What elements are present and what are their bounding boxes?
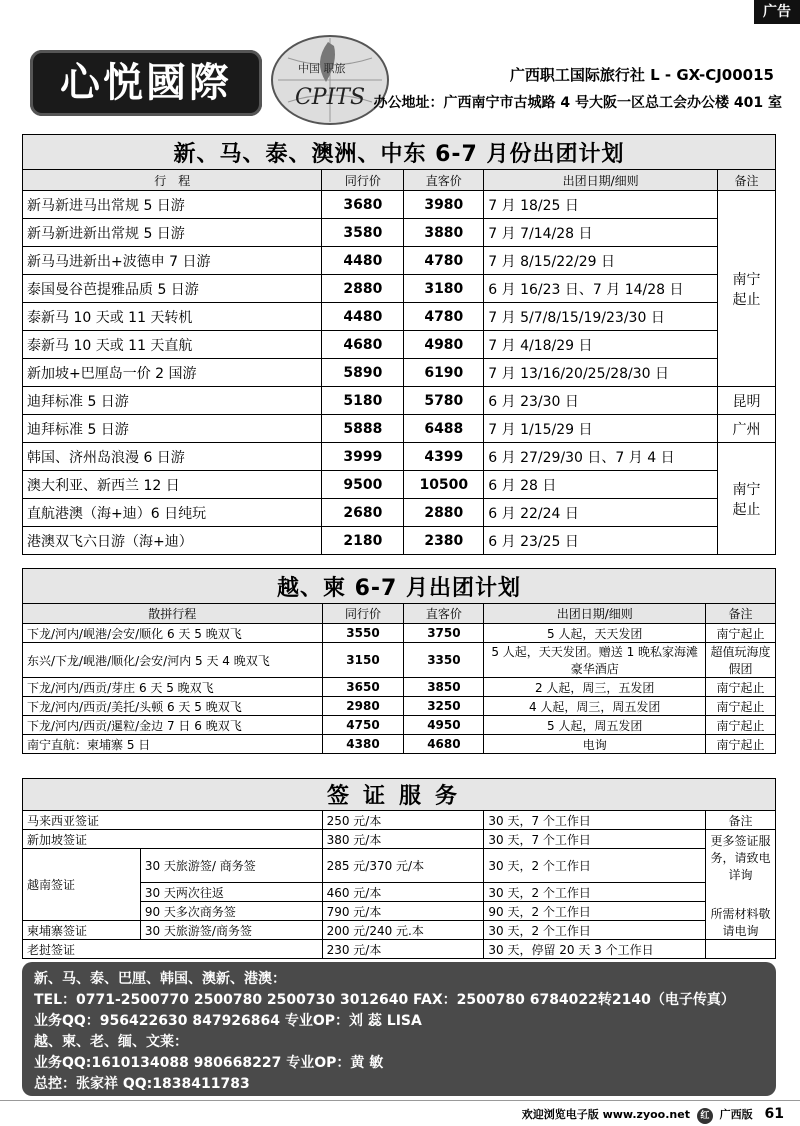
contact-qq-2: 业务QQ:1610134088 980668227 专业OP：黄 敏: [34, 1055, 384, 1071]
tour-route: 迪拜标准 5 日游: [23, 415, 322, 443]
direct-price: 4780: [404, 247, 484, 275]
visa-type: 90 天多次商务签: [140, 902, 322, 921]
tour-route: 澳大利亚、新西兰 12 日: [23, 471, 322, 499]
col-peer-price: 同行价: [322, 170, 404, 191]
peer-price: 4480: [322, 247, 404, 275]
tour-dates: 6 月 23/30 日: [484, 387, 718, 415]
footer-badge-icon: 红: [697, 1108, 713, 1124]
visa-price: 285 元/370 元/本: [322, 849, 484, 883]
peer-price: 5890: [322, 359, 404, 387]
peer-price: 3550: [322, 624, 404, 643]
tour-route: 韩国、济州岛浪漫 6 日游: [23, 443, 322, 471]
section1-title: 新、马、泰、澳洲、中东 6-7 月份出团计划: [23, 135, 776, 170]
col-note: 备注: [718, 170, 776, 191]
peer-price: 5180: [322, 387, 404, 415]
tour-note: 广州: [718, 415, 776, 443]
visa-type: 30 天旅游签/商务签: [140, 921, 322, 940]
vietnam-tour-row: [23, 643, 776, 678]
tour-note: 南宁 起止: [718, 191, 776, 387]
visa-price: 230 元/本: [322, 940, 484, 959]
tour-route: 泰新马 10 天或 11 天转机: [23, 303, 322, 331]
company-name: 广西职工国际旅行社 L - GX-CJ00015: [509, 66, 774, 84]
peer-price: 5888: [322, 415, 404, 443]
tour-dates: 2 人起，周三，五发团: [484, 678, 706, 697]
direct-price: 5780: [404, 387, 484, 415]
svg-text:CPITS: CPITS: [294, 85, 366, 110]
tour-route: 东兴/下龙/岘港/顺化/会安/河内 5 天 4 晚双飞: [23, 643, 323, 678]
direct-price: 3250: [404, 697, 484, 716]
tour-row: [23, 387, 776, 415]
tour-route: 南宁直航：柬埔寨 5 日: [23, 735, 323, 754]
tour-row: [23, 443, 776, 471]
peer-price: 3999: [322, 443, 404, 471]
tour-dates: 5 人起，天天发团: [484, 624, 706, 643]
direct-price: 3750: [404, 624, 484, 643]
page-divider: [0, 1100, 800, 1101]
direct-price: 4950: [404, 716, 484, 735]
visa-row-vietnam: [23, 849, 776, 883]
tour-route: 下龙/河内/西贡/暹粒/金边 7 日 6 晚双飞: [23, 716, 323, 735]
visa-name: 老挝签证: [23, 940, 323, 959]
tour-note: 南宁起止: [706, 716, 776, 735]
vietnam-tour-row: [23, 697, 776, 716]
peer-price: 4680: [322, 331, 404, 359]
tour-note: 南宁起止: [706, 624, 776, 643]
tour-dates: 7 月 5/7/8/15/19/23/30 日: [484, 303, 718, 331]
tour-row: [23, 247, 776, 275]
tour-route: 新马新进新出常规 5 日游: [23, 219, 322, 247]
peer-price: 2180: [322, 527, 404, 555]
tour-route: 新马新进马出常规 5 日游: [23, 191, 322, 219]
visa-type: 30 天两次往返: [140, 883, 322, 902]
tour-row: [23, 471, 776, 499]
vietnam-tour-row: [23, 678, 776, 697]
tour-dates: 6 月 16/23 日、7 月 14/28 日: [484, 275, 718, 303]
tour-table-section2: [22, 568, 776, 754]
visa-term: 30 天，停留 20 天 3 个工作日: [484, 940, 706, 959]
tour-route: 泰国曼谷芭提雅品质 5 日游: [23, 275, 322, 303]
ad-tag: 广告: [754, 0, 800, 24]
page-footer: [522, 1106, 784, 1124]
visa-term: 30 天，7 个工作日: [484, 830, 706, 849]
visa-price: 250 元/本: [322, 811, 484, 830]
tour-row: [23, 499, 776, 527]
tour-route: 下龙/河内/西贡/美托/头顿 6 天 5 晚双飞: [23, 697, 323, 716]
col-route: 散拼行程: [23, 604, 323, 624]
col-dates: 出团日期/细则: [484, 604, 706, 624]
peer-price: 3680: [322, 191, 404, 219]
col-direct-price: 直客价: [404, 604, 484, 624]
tour-route: 港澳双飞六日游（海+迪）: [23, 527, 322, 555]
visa-term: 30 天，2 个工作日: [484, 883, 706, 902]
tour-dates: 7 月 7/14/28 日: [484, 219, 718, 247]
visa-term: 30 天，2 个工作日: [484, 849, 706, 883]
direct-price: 4980: [404, 331, 484, 359]
vietnam-tour-row: [23, 716, 776, 735]
contact-box: [22, 962, 776, 1096]
visa-term: 30 天，7 个工作日: [484, 811, 706, 830]
office-address: 办公地址：广西南宁市古城路 4 号大阪一区总工会办公楼 401 室: [373, 95, 782, 111]
visa-table: [22, 778, 776, 959]
tour-row: [23, 527, 776, 555]
col-dates: 出团日期/细则: [484, 170, 718, 191]
direct-price: 4399: [404, 443, 484, 471]
visa-row-malaysia: [23, 811, 776, 830]
tour-table-section1: [22, 134, 776, 555]
section3-title: 签证服务: [23, 779, 776, 811]
direct-price: 10500: [404, 471, 484, 499]
tour-dates: 7 月 4/18/29 日: [484, 331, 718, 359]
visa-note-more: 更多签证服务，请致电详询: [710, 834, 771, 882]
vietnam-tour-row: [23, 624, 776, 643]
brand-logo: 心悦國際: [30, 50, 262, 116]
tour-dates: 7 月 13/16/20/25/28/30 日: [484, 359, 718, 387]
tour-row: [23, 331, 776, 359]
tour-route: 迪拜标准 5 日游: [23, 387, 322, 415]
header: [0, 30, 800, 130]
visa-row-laos: [23, 940, 776, 959]
tour-row: [23, 219, 776, 247]
tour-route: 泰新马 10 天或 11 天直航: [23, 331, 322, 359]
direct-price: 3880: [404, 219, 484, 247]
col-note: 备注: [706, 604, 776, 624]
peer-price: 4380: [322, 735, 404, 754]
section2-title: 越、柬 6-7 月出团计划: [23, 569, 776, 604]
tour-note: 超值玩海度假团: [706, 643, 776, 678]
visa-note-label: 备注: [706, 811, 776, 830]
contact-manager: 总控：张家祥 QQ:1838411783: [34, 1076, 250, 1092]
peer-price: 4750: [322, 716, 404, 735]
tour-note: 南宁起止: [706, 735, 776, 754]
peer-price: 9500: [322, 471, 404, 499]
col-route: 行 程: [23, 170, 322, 191]
tour-dates: 电询: [484, 735, 706, 754]
peer-price: 3150: [322, 643, 404, 678]
tour-route: 下龙/河内/岘港/会安/顺化 6 天 5 晚双飞: [23, 624, 323, 643]
visa-term: 90 天，2 个工作日: [484, 902, 706, 921]
tour-note: 南宁 起止: [718, 443, 776, 555]
col-direct-price: 直客价: [404, 170, 484, 191]
contact-phone-fax: TEL：0771-2500770 2500780 2500730 3012640 FAX：2500780 6784022转2140（电子传真）: [34, 992, 735, 1008]
visa-price: 200 元/240 元.本: [322, 921, 484, 940]
visa-note-cell: [706, 830, 776, 940]
tour-dates: 5 人起，天天发团。赠送 1 晚私家海滩 豪华酒店: [484, 643, 706, 678]
visa-name: 新加坡签证: [23, 830, 323, 849]
page-number: 61: [764, 1106, 784, 1122]
tour-dates: 7 月 18/25 日: [484, 191, 718, 219]
tour-dates: 7 月 8/15/22/29 日: [484, 247, 718, 275]
tour-dates: 4 人起，周三，周五发团: [484, 697, 706, 716]
contact-region-2: 越、柬、老、缅、文莱：: [34, 1034, 188, 1050]
tour-dates: 6 月 22/24 日: [484, 499, 718, 527]
col-peer-price: 同行价: [322, 604, 404, 624]
tour-note: 南宁起止: [706, 678, 776, 697]
tour-route: 直航港澳（海+迪）6 日纯玩: [23, 499, 322, 527]
visa-price: 790 元/本: [322, 902, 484, 921]
tour-route: 新加坡+巴厘岛一价 2 国游: [23, 359, 322, 387]
footer-brand: 广西版: [719, 1108, 753, 1121]
tour-route: 新马马进新出+波德申 7 日游: [23, 247, 322, 275]
visa-row-singapore: [23, 830, 776, 849]
tour-row: [23, 415, 776, 443]
visa-type: 30 天旅游签/ 商务签: [140, 849, 322, 883]
tour-route: 下龙/河内/西贡/芽庄 6 天 5 晚双飞: [23, 678, 323, 697]
peer-price: 2880: [322, 275, 404, 303]
peer-price: 2680: [322, 499, 404, 527]
visa-price: 460 元/本: [322, 883, 484, 902]
peer-price: 2980: [322, 697, 404, 716]
direct-price: 2880: [404, 499, 484, 527]
tour-dates: 6 月 23/25 日: [484, 527, 718, 555]
peer-price: 3580: [322, 219, 404, 247]
direct-price: 2380: [404, 527, 484, 555]
direct-price: 6190: [404, 359, 484, 387]
direct-price: 3980: [404, 191, 484, 219]
svg-text:中国 职旅: 中国 职旅: [298, 62, 346, 75]
peer-price: 4480: [322, 303, 404, 331]
peer-price: 3650: [322, 678, 404, 697]
tour-row: [23, 191, 776, 219]
tour-note: 昆明: [718, 387, 776, 415]
tour-row: [23, 303, 776, 331]
visa-row-cambodia: [23, 921, 776, 940]
visa-term: 30 天，2 个工作日: [484, 921, 706, 940]
visa-name: 马来西亚签证: [23, 811, 323, 830]
direct-price: 6488: [404, 415, 484, 443]
tour-row: [23, 359, 776, 387]
direct-price: 4680: [404, 735, 484, 754]
cpits-logo: [268, 32, 392, 128]
direct-price: 3350: [404, 643, 484, 678]
visa-name: 柬埔寨签证: [23, 921, 141, 940]
visa-note-materials: 所需材料敬请电询: [710, 907, 771, 938]
tour-row: [23, 275, 776, 303]
visa-name: 越南签证: [23, 849, 141, 921]
direct-price: 4780: [404, 303, 484, 331]
tour-dates: 7 月 1/15/29 日: [484, 415, 718, 443]
footer-website[interactable]: 欢迎浏览电子版 www.zyoo.net: [521, 1108, 690, 1121]
visa-note-empty: [706, 940, 776, 959]
direct-price: 3850: [404, 678, 484, 697]
contact-region-1: 新、马、泰、巴厘、韩国、澳新、港澳：: [34, 971, 286, 987]
tour-dates: 6 月 28 日: [484, 471, 718, 499]
tour-dates: 6 月 27/29/30 日、7 月 4 日: [484, 443, 718, 471]
contact-qq-1: 业务QQ：956422630 847926864 专业OP：刘 蕊 LISA: [34, 1013, 422, 1029]
visa-price: 380 元/本: [322, 830, 484, 849]
direct-price: 3180: [404, 275, 484, 303]
tour-dates: 5 人起，周五发团: [484, 716, 706, 735]
vietnam-tour-row: [23, 735, 776, 754]
tour-note: 南宁起止: [706, 697, 776, 716]
